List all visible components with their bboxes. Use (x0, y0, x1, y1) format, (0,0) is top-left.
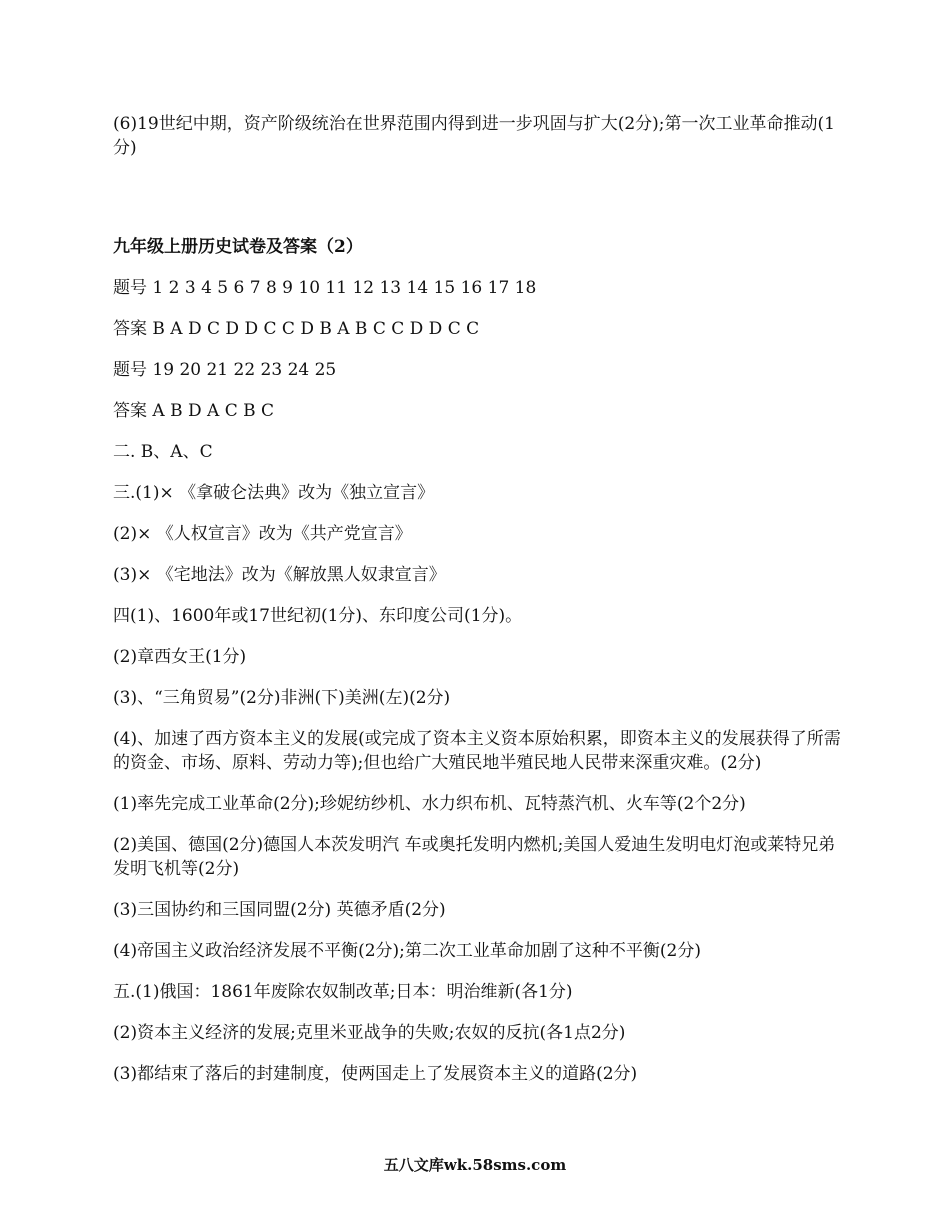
intro-paragraph: (6)19世纪中期，资产阶级统治在世界范围内得到进一步巩固与扩大(2分);第一次工业革命推动(1分) (113, 114, 835, 158)
part-two-answers: 二. B、A、C (113, 442, 213, 462)
part-three-item-3: (3)× 《宅地法》改为《解放黑人奴隶宣言》 (113, 565, 446, 585)
part-five-item-1: 五.(1)俄国：1861年废除农奴制改革;日本：明治维新(各1分) (113, 982, 573, 1002)
part-three-item-1: 三.(1)× 《拿破仑法典》改为《独立宣言》 (113, 483, 435, 503)
answer-row-1: 答案 B A D C D D C C D B A B C C D D C C (113, 319, 480, 339)
question-number-row-2: 题号 19 20 21 22 23 24 25 (113, 360, 337, 380)
answer-paragraph-2: (2)美国、德国(2分)德国人本茨发明汽 车或奥托发明内燃机;美国人爱迪生发明电灯泡或莱特兄弟发明飞机等(2分) (113, 835, 836, 879)
part-four-item-1: 四(1)、1600年或17世纪初(1分)、东印度公司(1分)。 (113, 606, 523, 626)
page-footer: 五八文库wk.58sms.com (383, 1156, 567, 1174)
part-four-item-3: (3)、“三角贸易”(2分)非洲(下)美洲(左)(2分) (113, 688, 451, 708)
answer-paragraph-3: (3)三国协约和三国同盟(2分) 英德矛盾(2分) (113, 900, 446, 920)
part-four-item-4: (4)、加速了西方资本主义的发展(或完成了资本主义资本原始积累，即资本主义的发展获得了所需的资金、市场、原料、劳动力等);但也给广大殖民地半殖民地人民带来深重灾难。(2分) (113, 729, 841, 773)
part-four-item-2: (2)章西女王(1分) (113, 647, 247, 667)
document-body (113, 112, 843, 1103)
part-five-item-2: (2)资本主义经济的发展;克里米亚战争的失败;农奴的反抗(各1点2分) (113, 1023, 626, 1043)
answer-paragraph-4: (4)帝国主义政治经济发展不平衡(2分);第二次工业革命加剧了这种不平衡(2分) (113, 941, 701, 961)
part-five-item-3: (3)都结束了落后的封建制度，使两国走上了发展资本主义的道路(2分) (113, 1064, 638, 1084)
answer-paragraph-1: (1)率先完成工业革命(2分);珍妮纺纱机、水力织布机、瓦特蒸汽机、火车等(2个2分) (113, 794, 746, 814)
section-title: 九年级上册历史试卷及答案（2） (113, 237, 363, 257)
question-number-row-1: 题号 1 2 3 4 5 6 7 8 9 10 11 12 13 14 15 16 17 18 (113, 278, 537, 298)
answer-row-2: 答案 A B D A C B C (113, 401, 275, 421)
part-three-item-2: (2)× 《人权宣言》改为《共产党宣言》 (113, 524, 412, 544)
